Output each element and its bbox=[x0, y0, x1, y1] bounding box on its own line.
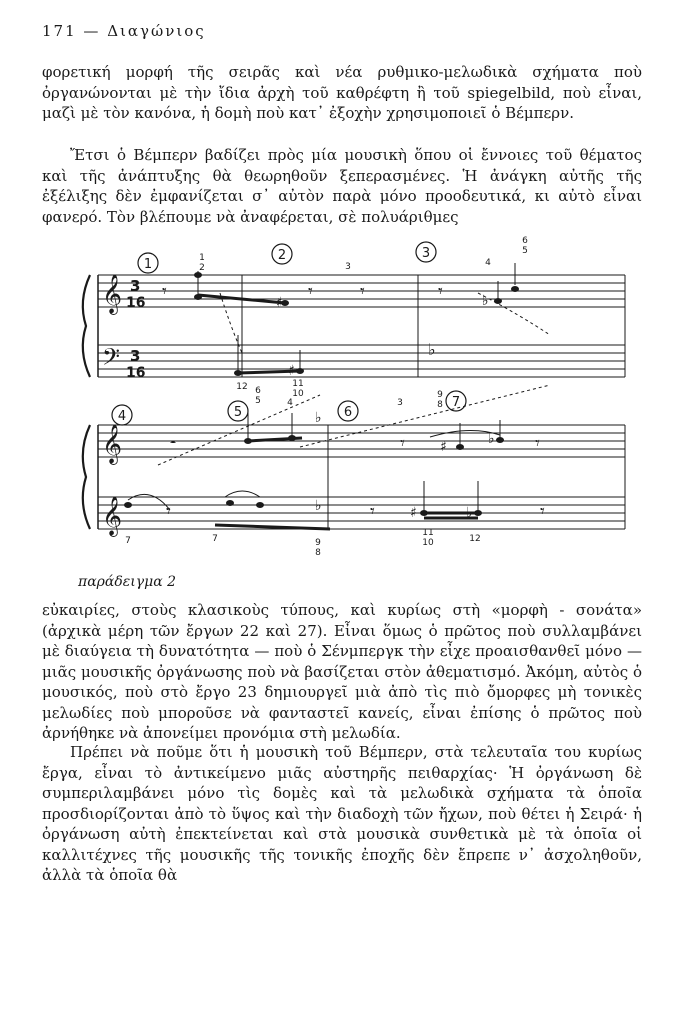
row-label: 9 bbox=[437, 390, 443, 400]
row-label: 1 bbox=[199, 253, 205, 263]
ts-top: 3 bbox=[130, 277, 141, 295]
svg-text:♭: ♭ bbox=[466, 505, 473, 521]
example-caption: παράδειγμα 2 bbox=[78, 574, 177, 590]
paragraph-2: Ἔτσι ὁ Βέμπερν βαδίζει πρὸς μία μουσικὴ ὅπου οἱ ἔννοιες τοῦ θέματος καὶ τῆς ἀνάπτυξης θὰ θεωρηθοῦν ξεπερασμένες. Ἡ ἀνάγκη αὐτῆς τῆς ἐξέλιξης δὲν ἐμφανίζεται σ᾿ αὐτὸν παρὰ μόνο προοδευτικά, κι αὐτὸ εἶναι φανερό. Τὸν βλέπουμε νὰ ἀναφέρεται, σὲ πολυάριθμες bbox=[42, 146, 642, 226]
paragraph-3: εὐκαιρίες, στοὺς κλασικοὺς τύπους, καὶ κυρίως στὴ «μορφὴ - σονάτα» (ἀρχικὰ μέρη τῶν ἔργων 22 καὶ 27). Εἶναι ὅμως ὁ πρῶτος ποὺ συλλαμβάνει μὲ διαύγεια τὴ δυνατότητα — ποὺ ὁ Σένμπεργκ τὴν εἶχε προαισθανθεῖ μόνο — μιᾶς μουσικῆς ὀργάνωσης ποὺ νὰ βασίζεται στὸν ἀθεματισμό. Ἀκόμη, αὐτὸς ὁ μουσικός, ποὺ στὸ ἔργο 23 δημιουργεῖ μιὰ ἀπὸ τὶς πιὸ ὄμορφες μὴ τονικὲς μελωδίες ποὺ μποροῦσε νὰ φανταστεῖ κανείς, εἶναι ἐπίσης ὁ πρῶτος ποὺ ἀρνήθηκε νὰ ἀπονείμει προνόμια στὴ μελωδία. bbox=[42, 601, 642, 742]
circled-number-4: 4 bbox=[117, 409, 127, 424]
row-label: 2 bbox=[199, 263, 205, 273]
row-label: 7 bbox=[212, 534, 218, 544]
svg-text:𝄾: 𝄾 bbox=[535, 433, 540, 454]
circled-number-3: 3 bbox=[421, 246, 431, 261]
svg-text:𝄾: 𝄾 bbox=[370, 501, 375, 522]
circled-number-6: 6 bbox=[343, 405, 353, 420]
circled-number-1: 1 bbox=[143, 257, 153, 272]
circled-number-5: 5 bbox=[233, 405, 243, 420]
row-label: 10 bbox=[292, 389, 304, 399]
system-1-bass-staff bbox=[98, 345, 625, 377]
row-label: 9 bbox=[315, 538, 321, 548]
row-label: 5 bbox=[255, 396, 261, 406]
row-label: 3 bbox=[345, 262, 351, 272]
svg-text:♭: ♭ bbox=[428, 340, 436, 359]
system-2-treble-staff bbox=[98, 425, 625, 457]
row-label: 5 bbox=[522, 246, 528, 256]
row-label: 12 bbox=[236, 382, 248, 392]
system-1-brace bbox=[83, 275, 90, 377]
svg-text:𝄞: 𝄞 bbox=[102, 496, 123, 536]
journal-title: — Διαγώνιος bbox=[83, 22, 206, 40]
svg-text:♯: ♯ bbox=[276, 295, 283, 311]
ts-bottom: 16 bbox=[126, 295, 146, 311]
ts-bottom-bass: 16 bbox=[126, 365, 146, 381]
row-label: 11 bbox=[292, 379, 304, 389]
svg-text:𝄾: 𝄾 bbox=[166, 501, 171, 522]
svg-text:𝄞: 𝄞 bbox=[102, 274, 123, 314]
svg-text:𝄾: 𝄾 bbox=[400, 433, 405, 454]
svg-text:𝄾: 𝄾 bbox=[360, 281, 365, 302]
svg-text:𝄾: 𝄾 bbox=[308, 281, 313, 302]
row-label: 11 bbox=[422, 528, 434, 538]
running-header bbox=[42, 22, 206, 40]
ts-top-bass: 3 bbox=[130, 347, 141, 365]
row-label: 10 bbox=[422, 538, 434, 548]
svg-text:♭: ♭ bbox=[315, 410, 322, 426]
page-number: 171 bbox=[42, 22, 77, 40]
row-label: 7 bbox=[125, 536, 131, 546]
row-label: 4 bbox=[485, 258, 491, 268]
svg-text:♯: ♯ bbox=[410, 505, 417, 521]
row-label: 6 bbox=[255, 386, 261, 396]
row-label: 12 bbox=[469, 534, 481, 544]
circled-number-2: 2 bbox=[277, 248, 287, 263]
music-example bbox=[70, 235, 630, 565]
svg-text:♭: ♭ bbox=[488, 431, 495, 447]
system-2-brace bbox=[83, 425, 90, 529]
svg-text:𝄾: 𝄾 bbox=[162, 281, 167, 302]
svg-text:𝄞: 𝄞 bbox=[102, 424, 123, 464]
svg-text:𝄼: 𝄼 bbox=[170, 434, 177, 453]
svg-text:♯: ♯ bbox=[288, 363, 295, 379]
svg-text:𝄾: 𝄾 bbox=[540, 501, 545, 522]
system-2-lower-staff bbox=[98, 497, 625, 529]
svg-text:♭: ♭ bbox=[315, 498, 322, 514]
paragraph-1: φορετική μορφή τῆς σειρᾶς καὶ νέα ρυθμικο-μελωδικὰ σχήματα ποὺ ὀργανώνονται μὲ τὴν ἴδια ἀρχὴ τοῦ καθρέφτη ἢ τοῦ spiegelbild, ποὺ εἶναι, μαζὶ μὲ τὸν κανόνα, ἡ δομὴ ποὺ κατ᾿ ἐξοχὴν χρησιμοποιεῖ ὁ Βέμπερν. bbox=[42, 63, 642, 122]
circled-number-7: 7 bbox=[451, 395, 461, 410]
svg-text:♯: ♯ bbox=[440, 439, 447, 455]
svg-text:♭: ♭ bbox=[482, 293, 489, 309]
row-label: 4 bbox=[287, 398, 293, 408]
row-label: 3 bbox=[397, 398, 403, 408]
row-label: 8 bbox=[315, 548, 321, 558]
row-label: 8 bbox=[437, 400, 443, 410]
svg-text:𝄾: 𝄾 bbox=[438, 281, 443, 302]
svg-text:𝄢: 𝄢 bbox=[102, 343, 121, 376]
paragraph-4: Πρέπει νὰ ποῦμε ὅτι ἡ μουσικὴ τοῦ Βέμπερν, στὰ τελευταῖα του κυρίως ἔργα, εἶναι τὸ ἀντικείμενο μιᾶς αὐστηρῆς πειθαρχίας· Ἡ ὀργάνωση δὲ συμπεριλαμβάνει μόνο τὶς δομὲς καὶ τὰ μελωδικὰ σχήματα τὰ ὁποῖα προσδιορίζονται ἀπὸ τὸ ὕψος καὶ τὴν διαδοχὴ τῶν ἤχων, ποὺ θέτει ἡ Σειρά· ἡ ὀργάνωση αὐτὴ ἐπεκτείνεται καὶ στὰ μουσικὰ συνθετικὰ μὲ τὰ ὁποῖα οἱ καλλιτέχνες τῆς μουσικῆς τῆς τονικῆς ἐποχῆς δὲν ἔπρεπε ν᾿ ἀσχοληθοῦν, ἀλλὰ τὰ ὁποῖα θὰ bbox=[42, 743, 642, 884]
row-label: 6 bbox=[522, 236, 528, 246]
